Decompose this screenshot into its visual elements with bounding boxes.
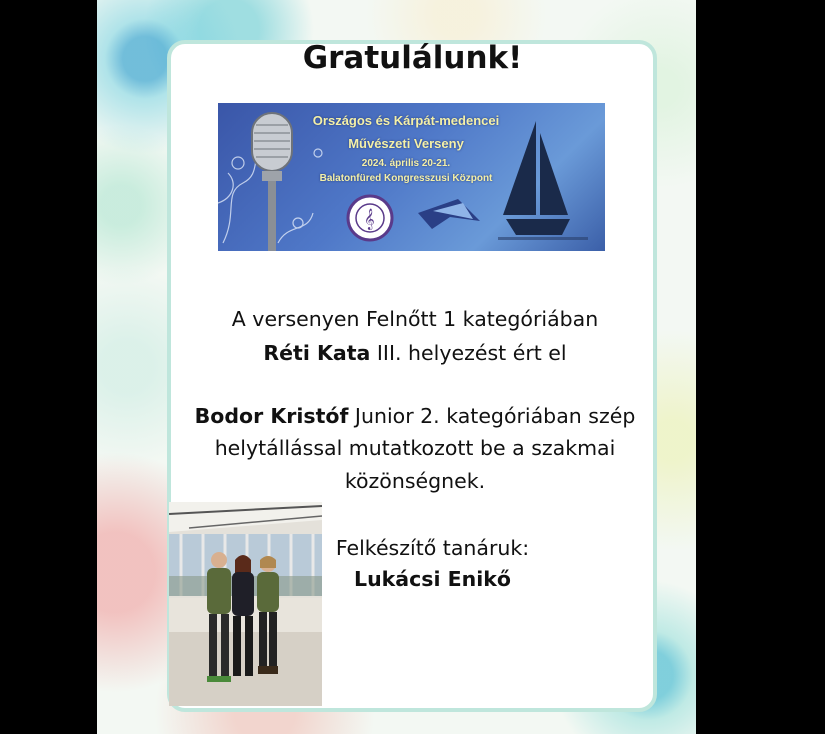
sailboat-icon (498, 121, 588, 240)
svg-text:𝄞: 𝄞 (364, 209, 375, 230)
teacher-label: Felkészítő tanáruk: (335, 536, 530, 560)
banner-date: 2024. április 20-21. (361, 158, 451, 169)
result-line3: Bodor Kristóf Junior 2. kategóriában szép (194, 404, 636, 428)
result-line5: közönségnek. (344, 469, 486, 493)
congress-center-logo-icon (418, 199, 480, 229)
group-photo (169, 502, 322, 706)
result-line1: A versenyen Felnőtt 1 kategóriában (231, 307, 599, 331)
winner-name: Réti Kata (263, 341, 371, 365)
result-line2: Réti Kata III. helyezést ért el (263, 341, 567, 365)
competition-banner (218, 103, 605, 251)
result-line4: helytállással mutatkozott be a szakmai (214, 436, 616, 460)
page-title: Gratulálunk! (302, 40, 523, 76)
music-school-logo-icon (348, 196, 392, 240)
banner-title-line1: Országos és Kárpát-medencei (312, 113, 500, 128)
participant-name: Bodor Kristóf (194, 404, 349, 428)
microphone-icon (252, 113, 292, 251)
photo-image (169, 502, 322, 706)
teacher-name: Lukácsi Enikő (354, 567, 511, 591)
banner-venue: Balatonfüred Kongresszusi Központ (319, 173, 493, 184)
banner-title-line2: Művészeti Verseny (348, 136, 464, 151)
